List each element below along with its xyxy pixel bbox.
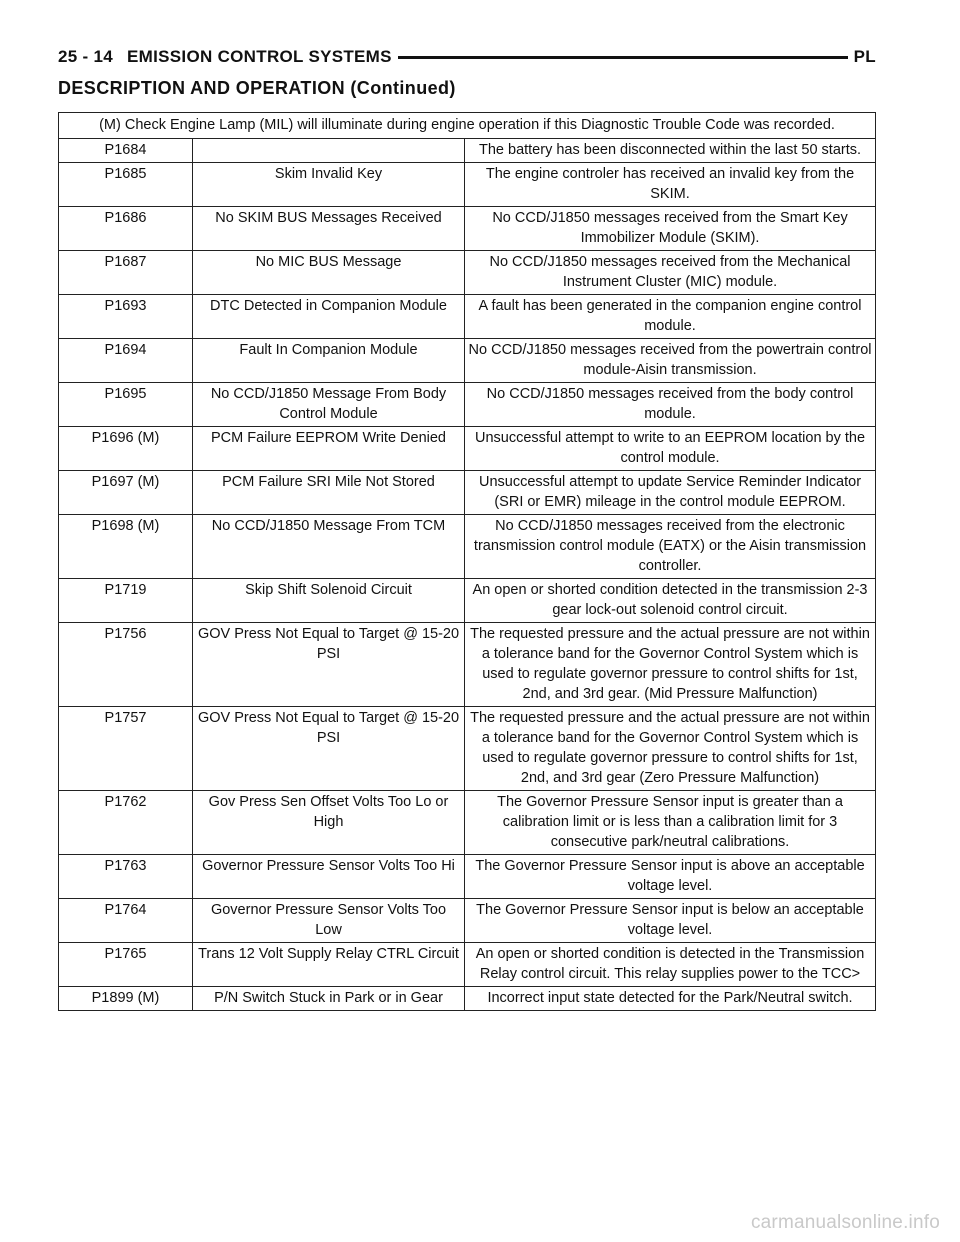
dtc-code-cell: P1697 (M) [59, 471, 193, 515]
table-row [59, 207, 876, 251]
dtc-description-cell: No CCD/J1850 messages received from the electronic transmission control module (EATX) or the Aisin transmission controller. [465, 515, 876, 579]
dtc-description-cell: The battery has been disconnected within the last 50 starts. [465, 139, 876, 163]
dtc-code-cell: P1764 [59, 899, 193, 943]
table-row [59, 295, 876, 339]
dtc-code-cell: P1757 [59, 707, 193, 791]
dtc-name-cell: DTC Detected in Companion Module [193, 295, 465, 339]
dtc-name-cell: No MIC BUS Message [193, 251, 465, 295]
table-row [59, 251, 876, 295]
header-rule [398, 56, 848, 59]
page-header [58, 46, 876, 68]
dtc-code-cell: P1698 (M) [59, 515, 193, 579]
model-code: PL [853, 47, 876, 66]
dtc-description-cell: No CCD/J1850 messages received from the Mechanical Instrument Cluster (MIC) module. [465, 251, 876, 295]
dtc-code-cell: P1719 [59, 579, 193, 623]
page-number: 25 - 14 [58, 47, 114, 66]
dtc-code-cell: P1696 (M) [59, 427, 193, 471]
section-subtitle: DESCRIPTION AND OPERATION (Continued) [58, 78, 456, 98]
dtc-description-cell: An open or shorted condition is detected in the Transmission Relay control circuit. This relay supplies power to the TCC> [465, 943, 876, 987]
table-row [59, 623, 876, 707]
dtc-name-cell: GOV Press Not Equal to Target @ 15-20 PSI [193, 623, 465, 707]
dtc-code-cell: P1685 [59, 163, 193, 207]
dtc-description-cell: The requested pressure and the actual pressure are not within a tolerance band for the Governor Control System which is used to regulate governor pressure to control shifts for 1st, 2nd, and 3rd gear (Zero Pressure Malfunction) [465, 707, 876, 791]
table-row [59, 339, 876, 383]
table-row [59, 987, 876, 1011]
table-note-row [59, 113, 876, 139]
dtc-name-cell: PCM Failure SRI Mile Not Stored [193, 471, 465, 515]
dtc-description-cell: Incorrect input state detected for the Park/Neutral switch. [465, 987, 876, 1011]
dtc-description-cell: A fault has been generated in the companion engine control module. [465, 295, 876, 339]
table-row [59, 707, 876, 791]
dtc-description-cell: No CCD/J1850 messages received from the Smart Key Immobilizer Module (SKIM). [465, 207, 876, 251]
dtc-description-cell: The requested pressure and the actual pressure are not within a tolerance band for the Governor Control System which is used to regulate governor pressure to control shifts for 1st, 2nd, and 3rd gear. (Mid Pressure Malfunction) [465, 623, 876, 707]
table-row [59, 139, 876, 163]
table-row [59, 427, 876, 471]
dtc-description-cell: No CCD/J1850 messages received from the powertrain control module-Aisin transmission. [465, 339, 876, 383]
watermark: carmanualsonline.info [750, 1212, 940, 1233]
table-row [59, 579, 876, 623]
dtc-code-cell: P1756 [59, 623, 193, 707]
dtc-code-cell: P1686 [59, 207, 193, 251]
dtc-name-cell: Fault In Companion Module [193, 339, 465, 383]
dtc-table [58, 112, 876, 1011]
dtc-name-cell: Skip Shift Solenoid Circuit [193, 579, 465, 623]
dtc-description-cell: No CCD/J1850 messages received from the body control module. [465, 383, 876, 427]
table-row [59, 899, 876, 943]
dtc-code-cell: P1763 [59, 855, 193, 899]
dtc-name-cell: Skim Invalid Key [193, 163, 465, 207]
dtc-name-cell: P/N Switch Stuck in Park or in Gear [193, 987, 465, 1011]
dtc-description-cell: The Governor Pressure Sensor input is below an acceptable voltage level. [465, 899, 876, 943]
dtc-name-cell: Gov Press Sen Offset Volts Too Lo or High [193, 791, 465, 855]
dtc-code-cell: P1765 [59, 943, 193, 987]
table-row [59, 855, 876, 899]
table-row [59, 163, 876, 207]
dtc-description-cell: The Governor Pressure Sensor input is greater than a calibration limit or is less than a calibration limit for 3 consecutive park/neutral calibrations. [465, 791, 876, 855]
section-title: EMISSION CONTROL SYSTEMS [127, 47, 392, 66]
dtc-code-cell: P1687 [59, 251, 193, 295]
dtc-code-cell: P1762 [59, 791, 193, 855]
dtc-code-cell: P1899 (M) [59, 987, 193, 1011]
dtc-description-cell: The engine controler has received an invalid key from the SKIM. [465, 163, 876, 207]
dtc-name-cell: No CCD/J1850 Message From Body Control Module [193, 383, 465, 427]
table-row [59, 471, 876, 515]
dtc-name-cell: GOV Press Not Equal to Target @ 15-20 PSI [193, 707, 465, 791]
dtc-name-cell: Trans 12 Volt Supply Relay CTRL Circuit [193, 943, 465, 987]
table-row [59, 791, 876, 855]
dtc-description-cell: Unsuccessful attempt to update Service Reminder Indicator (SRI or EMR) mileage in the control module EEPROM. [465, 471, 876, 515]
table-row [59, 515, 876, 579]
dtc-name-cell [193, 139, 465, 163]
dtc-code-cell: P1693 [59, 295, 193, 339]
dtc-name-cell: Governor Pressure Sensor Volts Too Low [193, 899, 465, 943]
dtc-code-cell: P1694 [59, 339, 193, 383]
dtc-description-cell: An open or shorted condition detected in the transmission 2-3 gear lock-out solenoid control circuit. [465, 579, 876, 623]
table-row [59, 383, 876, 427]
table-note: (M) Check Engine Lamp (MIL) will illuminate during engine operation if this Diagnostic Trouble Code was recorded. [59, 113, 876, 139]
dtc-name-cell: PCM Failure EEPROM Write Denied [193, 427, 465, 471]
dtc-name-cell: Governor Pressure Sensor Volts Too Hi [193, 855, 465, 899]
dtc-code-cell: P1684 [59, 139, 193, 163]
dtc-name-cell: No SKIM BUS Messages Received [193, 207, 465, 251]
table-row [59, 943, 876, 987]
dtc-description-cell: The Governor Pressure Sensor input is above an acceptable voltage level. [465, 855, 876, 899]
dtc-name-cell: No CCD/J1850 Message From TCM [193, 515, 465, 579]
dtc-description-cell: Unsuccessful attempt to write to an EEPROM location by the control module. [465, 427, 876, 471]
dtc-code-cell: P1695 [59, 383, 193, 427]
